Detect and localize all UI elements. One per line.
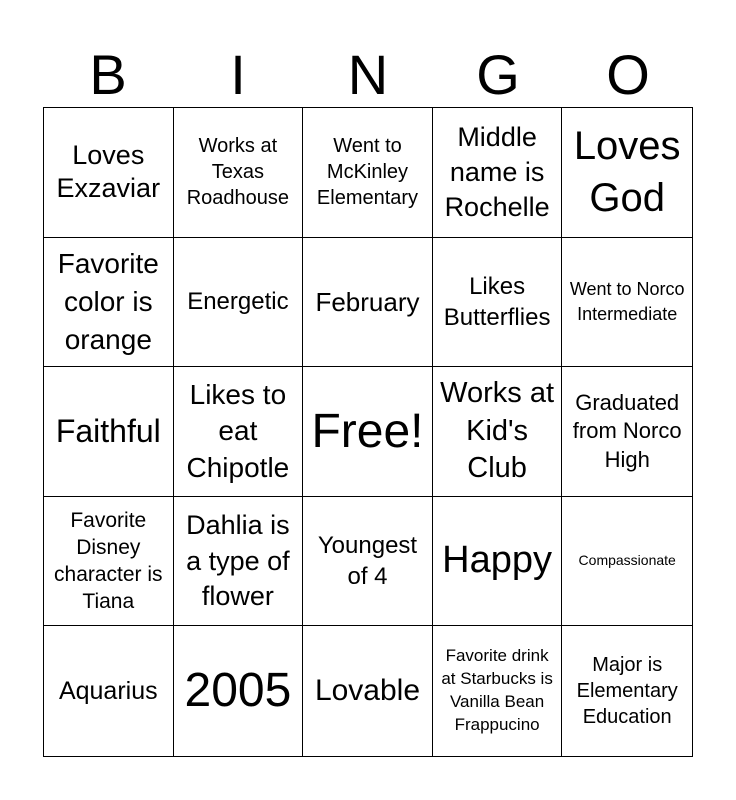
header-letter-i: I <box>230 43 246 106</box>
cell-label: Aquarius <box>58 676 158 705</box>
bingo-cell[interactable] <box>433 108 563 238</box>
bingo-cell[interactable] <box>562 367 692 497</box>
bingo-cell[interactable] <box>44 238 174 368</box>
bingo-cell[interactable] <box>44 626 174 756</box>
bingo-header <box>43 44 693 106</box>
cell-label: 2005 <box>184 664 292 718</box>
cell-label: Loves God <box>573 124 681 221</box>
bingo-cell[interactable] <box>44 497 174 627</box>
cell-label: Faithful <box>55 413 161 450</box>
cell-label: Middle name is Rochelle <box>444 121 550 222</box>
bingo-cell[interactable] <box>562 497 692 627</box>
cell-label: Went to McKinley Elementary <box>316 135 419 210</box>
cell-label: Energetic <box>187 287 289 315</box>
bingo-cell[interactable] <box>174 626 304 756</box>
bingo-cell[interactable] <box>433 626 563 756</box>
bingo-cell[interactable] <box>174 108 304 238</box>
cell-label: Likes to eat Chipotle <box>186 378 290 483</box>
bingo-cell[interactable] <box>303 497 433 627</box>
bingo-cell[interactable] <box>303 238 433 368</box>
cell-label: Favorite drink at Starbucks is Vanilla Bean Frappucino <box>441 646 553 735</box>
cell-label: Works at Kid's Club <box>440 376 555 485</box>
header-letter-n: N <box>347 43 389 106</box>
cell-label: Happy <box>442 539 553 582</box>
cell-label: Major is Elementary Education <box>576 654 678 729</box>
cell-label: Works at Texas Roadhouse <box>186 135 290 210</box>
cell-label: Dahlia is a type of flower <box>186 510 290 611</box>
bingo-cell[interactable] <box>303 108 433 238</box>
cell-label: Likes Butterflies <box>443 272 551 331</box>
bingo-cell[interactable] <box>174 367 304 497</box>
bingo-cell[interactable] <box>44 108 174 238</box>
cell-label: Graduated from Norco High <box>572 389 682 472</box>
bingo-cell[interactable] <box>562 626 692 756</box>
header-letter-o: O <box>606 43 650 106</box>
cell-label: Loves Exzaviar <box>56 139 161 204</box>
free-space-label: Free! <box>311 404 424 458</box>
bingo-cell[interactable] <box>303 626 433 756</box>
cell-label: Compassionate <box>578 552 676 569</box>
bingo-cell[interactable] <box>433 367 563 497</box>
bingo-cell[interactable] <box>174 497 304 627</box>
bingo-cell[interactable] <box>44 367 174 497</box>
cell-label: Favorite Disney character is Tiana <box>54 508 163 614</box>
free-space-cell[interactable] <box>303 367 433 497</box>
header-letter-b: B <box>89 43 127 106</box>
bingo-cell[interactable] <box>562 238 692 368</box>
bingo-cell[interactable] <box>433 238 563 368</box>
header-letter-g: G <box>476 43 520 106</box>
cell-label: Youngest of 4 <box>317 531 418 591</box>
cell-label: Favorite color is orange <box>57 247 159 355</box>
bingo-cell[interactable] <box>433 497 563 627</box>
bingo-cell[interactable] <box>174 238 304 368</box>
cell-label: Went to Norco Intermediate <box>569 279 685 324</box>
cell-label: Lovable <box>314 674 421 708</box>
bingo-cell[interactable] <box>562 108 692 238</box>
bingo-board <box>43 107 693 757</box>
cell-label: February <box>315 286 420 317</box>
